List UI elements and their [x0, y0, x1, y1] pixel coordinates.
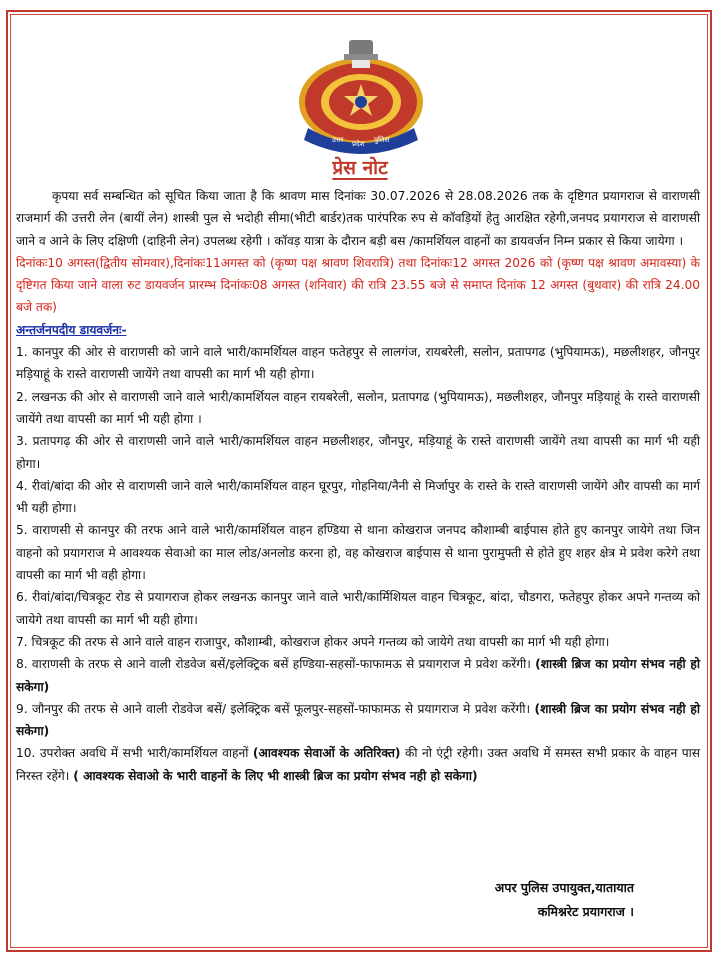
bridge-warning: ( आवश्यक सेवाओ के भारी वाहनों के लिए भी शास्त्री ब्रिज का प्रयोग संभव नही हो सकेगा) [73, 768, 478, 783]
list-item: 1. कानपुर की ओर से वाराणसी को जाने वाले भारी/कामर्शियल वाहन फतेहपुर से लालगंज, रायबरेली, सलोन, प्रतापगढ (भुपियामऊ), मछलीशहर, जौनपुर मड़ियाहूं के रास्ते वाराणसी जायेंगे तथा वापसी का मार्ग भी यही होगा। [16, 345, 700, 382]
svg-text:पुलिस: पुलिस [374, 136, 390, 144]
list-item: 10. उपरोक्त अवधि में सभी भारी/कामर्शियल वाहनों (आवश्यक सेवाओं के अतिरिक्त) की नो एंट्री रहेगी। उक्त अवधि में समस्त सभी प्रकार के वाहन पास निरस्त रहेंगे। ( आवश्यक सेवाओ के भारी वाहनों के लिए भी शास्त्री ब्रिज का प्रयोग संभव नही हो सकेगा) [16, 746, 701, 783]
document-body [16, 185, 700, 787]
list-item: 2. लखनऊ की ओर से वाराणसी जाने वाले भारी/कामर्शियल वाहन रायबरेली, सलोन, प्रतापगढ (भुपियामऊ), मछलीशहर, जौनपुर मड़ियाहूं के रास्ते वाराणसी जायेंगे तथा वापसी का मार्ग भी यही होगा । [16, 389, 701, 426]
diversion-period-notice: दिनांकः10 अगस्त(द्वितीय सोमवार),दिनांकः11अगस्त को (कृष्ण पक्ष श्रावण शिवरात्रि) तथा दिनांकः12 अगस्त 2026 को (कृष्ण पक्ष श्रावण अमावस्या) के दृष्टिगत किया जाने वाला रुट डायवर्जन प्रारम्भ दिनांकः08 अगस्त (शनिवार) की रात्रि 23.55 बजे से समाप्त दिनांक 12 अगस्त (बुधवार) की रात्रि 24.00 बजे तक) [16, 255, 700, 315]
list-item: 9. जौनपुर की तरफ से आने वाली रोडवेज बसें/ इलेक्ट्रिक बसें फूलपुर-सहसों-फाफामऊ से प्रयागराज मे प्रवेश करेंगी। (शास्त्री ब्रिज का प्रयोग संभव नही हो सकेगा) [16, 701, 701, 739]
signatory-title: अपर पुलिस उपायुक्त,यातायात [494, 880, 634, 895]
svg-text:प्रदेश: प्रदेश [352, 140, 365, 148]
list-item: 6. रीवां/बांदा/चित्रकूट रोड से प्रयागराज होकर लखनऊ कानपुर जाने वाले भारी/कार्मिशियल वाहन चित्रकूट, बांदा, चौडगरा, फतेहपुर होकर अपने गन्तव्य को जायेगे तथा वापसी का मार्ग भी यही होगा। [16, 590, 700, 627]
intro-paragraph: कृपया सर्व सम्बन्धित को सूचित किया जाता है कि श्रावण मास दिनांकः 30.07.2026 से 28.08.2026 तक के दृष्टिगत प्रयागराज से वाराणसी राजमार्ग की उत्तरी लेन (बायीं लेन) शास्त्री पुल से भदोही सीमा(भीटी बार्डर)तक पारंपरिक रुप से कॉवड़ियों हेतु आरक्षित रहेगी,जनपद प्रयागराज से वाराणसी जाने व आने के लिए दक्षिणी (दाहिनी लेन) उपलब्ध रहेगी । कॉवड़ यात्रा के दौरान बड़ी बस /कामर्शियल वाहनों का डायवर्जन निम्न प्रकार से किया जायेगा । [16, 189, 700, 248]
up-police-emblem-icon [286, 36, 436, 156]
essential-services-note: (आवश्यक सेवाओं के अतिरिक्त) [252, 746, 401, 761]
list-item: 8. वाराणसी के तरफ से आने वाली रोडवेज बसें/इलेक्ट्रिक बसें हण्डिया-सहसों-फाफामऊ से प्रयागराज मे प्रवेश करेंगी। (शास्त्री ब्रिज का प्रयोग संभव नही हो सकेगा) [16, 657, 700, 694]
svg-text:उत्तर: उत्तर [332, 136, 344, 144]
bridge-warning: (शास्त्री ब्रिज का प्रयोग संभव नही हो सकेगा) [16, 701, 701, 739]
page-title: प्रेस नोट [332, 157, 388, 179]
list-item: 4. रीवां/बांदा की ओर से वाराणसी जाने वाले भारी/कामर्शियल वाहन घूरपुर, गोहनिया/नैनी से मिर्जापुर के रास्ते के रास्ते वाराणसी जायेंगे और वापसी का मार्ग भी यही होगा। [16, 478, 700, 516]
list-item: 3. प्रतापगढ़ की ओर से वाराणसी जाने वाले भारी/कामर्शियल वाहन मछलीशहर, जौनपुर, मड़ियाहूं के रास्ते वाराणसी जायेंगे तथा वापसी का मार्ग भी यही होगा। [16, 434, 700, 471]
list-item: 7. चित्रकूट की तरफ से आने वाले वाहन राजापुर, कौशाम्बी, कोखराज होकर अपने गन्तव्य को जायेगे तथा वापसी का मार्ग भी यही होगा। [16, 634, 610, 649]
signature-block [495, 876, 634, 924]
section-heading: अन्तर्जनपदीय डायवर्जनः- [16, 322, 127, 337]
list-item: 5. वाराणसी से कानपुर की तरफ आने वाले भारी/कामर्शियल वाहन हण्डिया से थाना कोखराज जनपद कौशाम्बी बाईपास होते हुए कानपुर जायेगे तथा जिन वाहनो को प्रयागराज मे आवश्यक सेवाओ का माल लोड/अनलोड करना हो, वह कोखराज बाईपास से थाना पुरामुफ्ती से होते हुए शहर क्षेत्र मे प्रवेश करेगे तथा वापसी का मार्ग भी वही होगा। [16, 523, 700, 583]
bridge-warning: (शास्त्री ब्रिज का प्रयोग संभव नही हो सकेगा) [16, 657, 700, 694]
signatory-office: कमिश्नरेट प्रयागराज । [537, 904, 634, 919]
